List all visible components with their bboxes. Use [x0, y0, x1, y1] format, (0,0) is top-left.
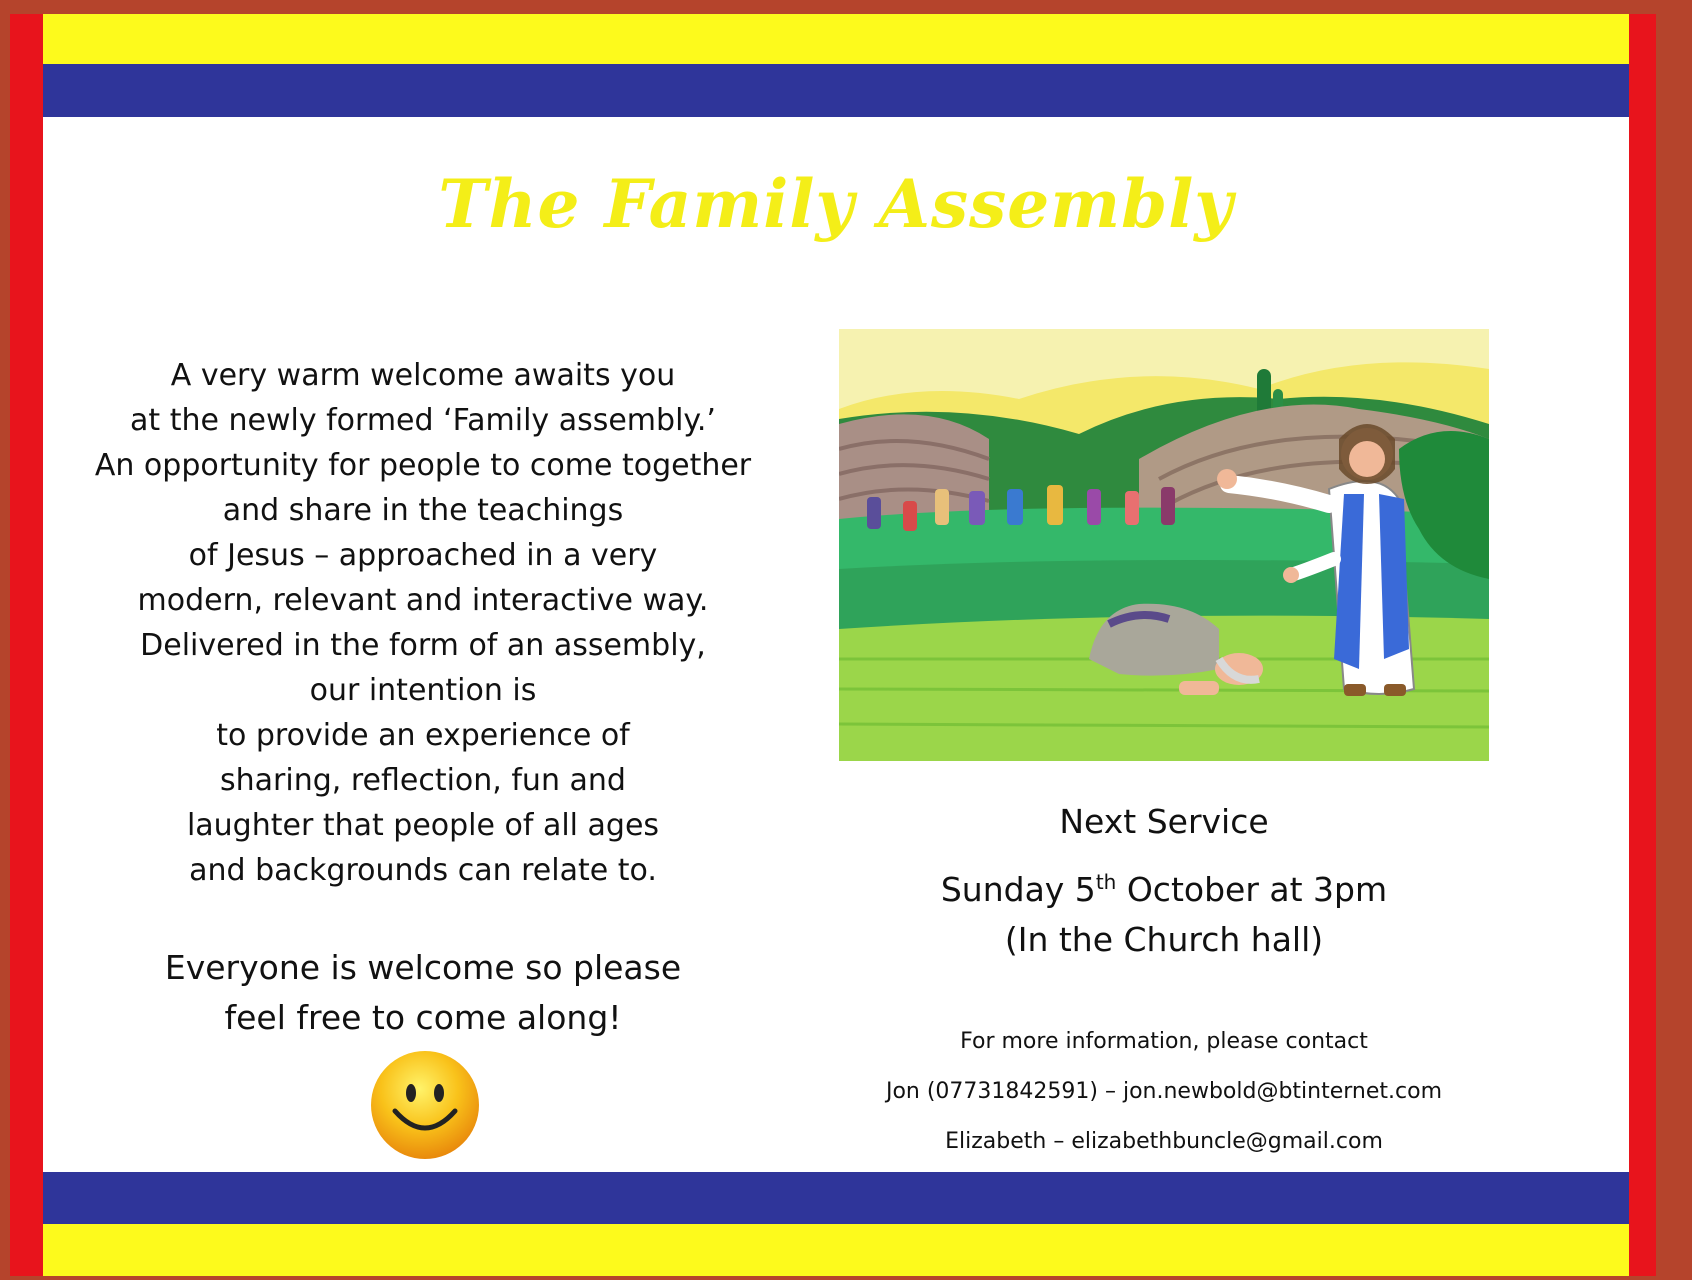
bottom-yellow-band [43, 1224, 1629, 1276]
poster-title: The Family Assembly [438, 165, 1234, 243]
welcome-line: modern, relevant and interactive way. [137, 583, 709, 618]
everyone-line: feel free to come along! [224, 998, 622, 1037]
next-service-location: (In the Church hall) [1004, 920, 1324, 959]
welcome-line: and backgrounds can relate to. [189, 853, 657, 888]
date-prefix: Sunday 5 [940, 870, 1096, 909]
contact-jon: Jon (07731842591) – jon.newbold@btinternet.com [885, 1079, 1443, 1104]
welcome-line: A very warm welcome awaits you [170, 358, 676, 393]
next-service-heading: Next Service [1059, 802, 1269, 841]
welcome-line: Delivered in the form of an assembly, [140, 628, 706, 663]
smiley-face-icon [369, 1049, 481, 1161]
top-yellow-band [43, 14, 1629, 64]
welcome-line: our intention is [309, 673, 537, 708]
welcome-text [83, 353, 763, 893]
welcome-line: of Jesus – approached in a very [188, 538, 658, 573]
poster-frame [10, 14, 1656, 1276]
bottom-blue-band [43, 1172, 1629, 1224]
top-blue-band [43, 64, 1629, 117]
welcome-line: An opportunity for people to come together [94, 448, 752, 483]
date-rest: October at 3pm [1116, 870, 1388, 909]
welcome-line: sharing, reflection, fun and [220, 763, 626, 798]
welcome-line: at the newly formed ‘Family assembly.’ [130, 403, 716, 438]
jesus-field-illustration [839, 329, 1489, 761]
next-service-date [849, 857, 1479, 915]
everyone-line: Everyone is welcome so please [164, 948, 682, 987]
everyone-welcome-text [83, 943, 763, 1043]
contact-intro: For more information, please contact [960, 1029, 1368, 1054]
date-suffix-ordinal: th [1095, 870, 1117, 894]
contact-elizabeth: Elizabeth – elizabethbuncle@gmail.com [945, 1129, 1383, 1154]
welcome-line: laughter that people of all ages [186, 808, 660, 843]
next-service-block [849, 797, 1479, 965]
poster-panel [43, 117, 1629, 1172]
contact-info [849, 1017, 1479, 1167]
welcome-line: to provide an experience of [216, 718, 630, 753]
welcome-line: and share in the teachings [222, 493, 624, 528]
